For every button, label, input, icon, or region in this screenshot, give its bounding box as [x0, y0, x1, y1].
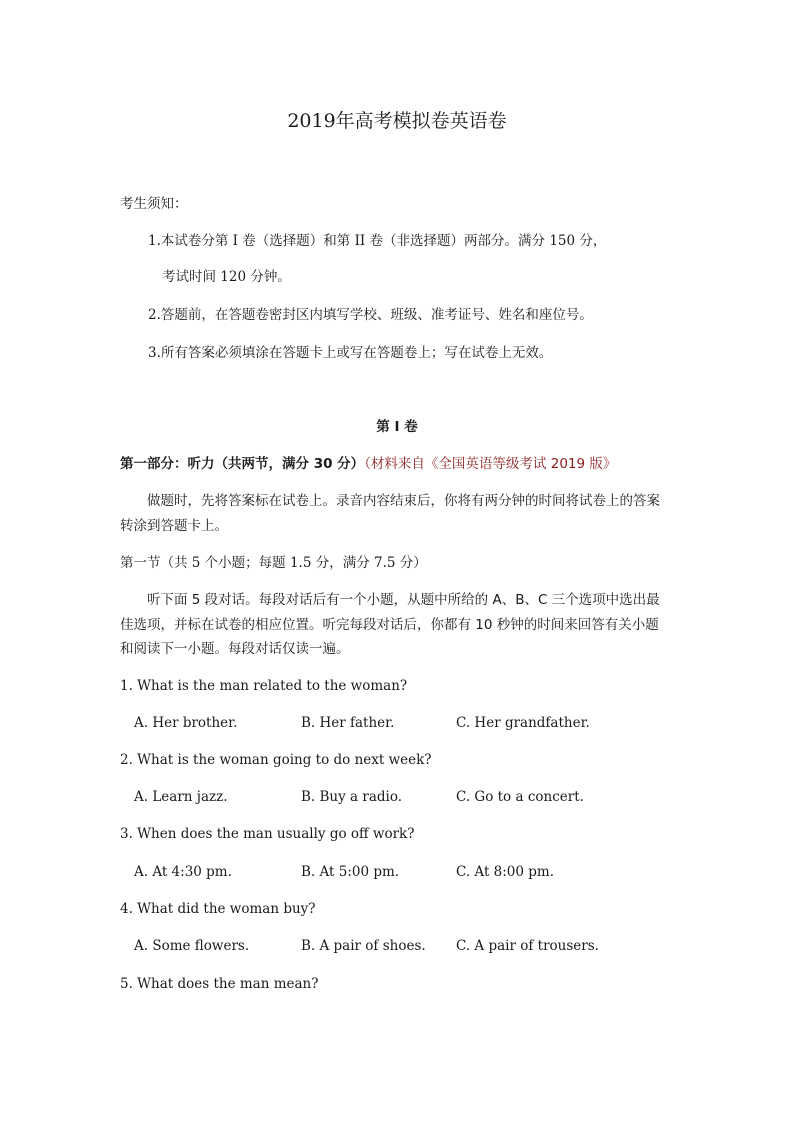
question-5: 5. What does the man mean? [120, 976, 319, 992]
question-3-option-c: C. At 8:00 pm. [456, 864, 555, 880]
question-2: 2. What is the woman going to do next week? [120, 752, 432, 768]
part1-heading-line [120, 452, 616, 476]
question-1-option-a: A. Her brother. [134, 715, 238, 731]
question-1: 1. What is the man related to the woman? [120, 678, 408, 694]
part1-instruction-line1: 做题时，先将答案标在试卷上。录音内容结束后，你将有两分钟的时间将试卷上的答案 [147, 493, 660, 509]
part1-instruction-line2: 转涂到答题卡上。 [120, 518, 228, 534]
question-3-option-a: A. At 4:30 pm. [134, 864, 232, 880]
notice-item-1: 1.本试卷分第 I 卷（选择题）和第 II 卷（非选择题）两部分。满分 150 分， [148, 233, 607, 249]
section1-heading: 第一节（共 5 个小题；每题 1.5 分，满分 7.5 分） [120, 555, 427, 571]
question-4: 4. What did the woman buy? [120, 901, 316, 917]
question-2-option-c: C. Go to a concert. [456, 789, 584, 805]
notice-item-3: 3.所有答案必须填涂在答题卡上或写在答题卷上；写在试卷上无效。 [148, 345, 553, 361]
notice-item-1-cont: 考试时间 120 分钟。 [162, 269, 291, 285]
question-3: 3. When does the man usually go off work? [120, 826, 415, 842]
notice-heading: 考生须知： [120, 196, 188, 212]
question-2-option-a: A. Learn jazz. [134, 789, 228, 805]
page-title: 2019年高考模拟卷英语卷 [287, 110, 507, 132]
question-1-option-c: C. Her grandfather. [456, 715, 590, 731]
notice-item-2: 2.答题前，在答题卷密封区内填写学校、班级、准考证号、姓名和座位号。 [148, 307, 593, 323]
question-1-option-b: B. Her father. [301, 715, 395, 731]
question-4-option-a: A. Some flowers. [134, 938, 250, 954]
section1-instruction-line1: 听下面 5 段对话。每段对话后有一个小题，从题中所给的 A、B、C 三个选项中选出最 [147, 592, 660, 608]
volume-title: 第 I 卷 [376, 419, 418, 435]
question-2-option-b: B. Buy a radio. [301, 789, 403, 805]
section1-instruction-line3: 和阅读下一小题。每段对话仅读一遍。 [120, 641, 350, 657]
question-4-option-c: C. A pair of trousers. [456, 938, 599, 954]
question-3-option-b: B. At 5:00 pm. [301, 864, 400, 880]
part1-source: （材料来自《全国英语等级考试 2019 版》 [364, 456, 617, 472]
part1-heading: 第一部分：听力（共两节，满分 30 分） [120, 456, 365, 472]
section1-instruction-line2: 佳选项，并标在试卷的相应位置。听完每段对话后，你都有 10 秒钟的时间来回答有关小题 [120, 617, 659, 633]
question-4-option-b: B. A pair of shoes. [301, 938, 426, 954]
